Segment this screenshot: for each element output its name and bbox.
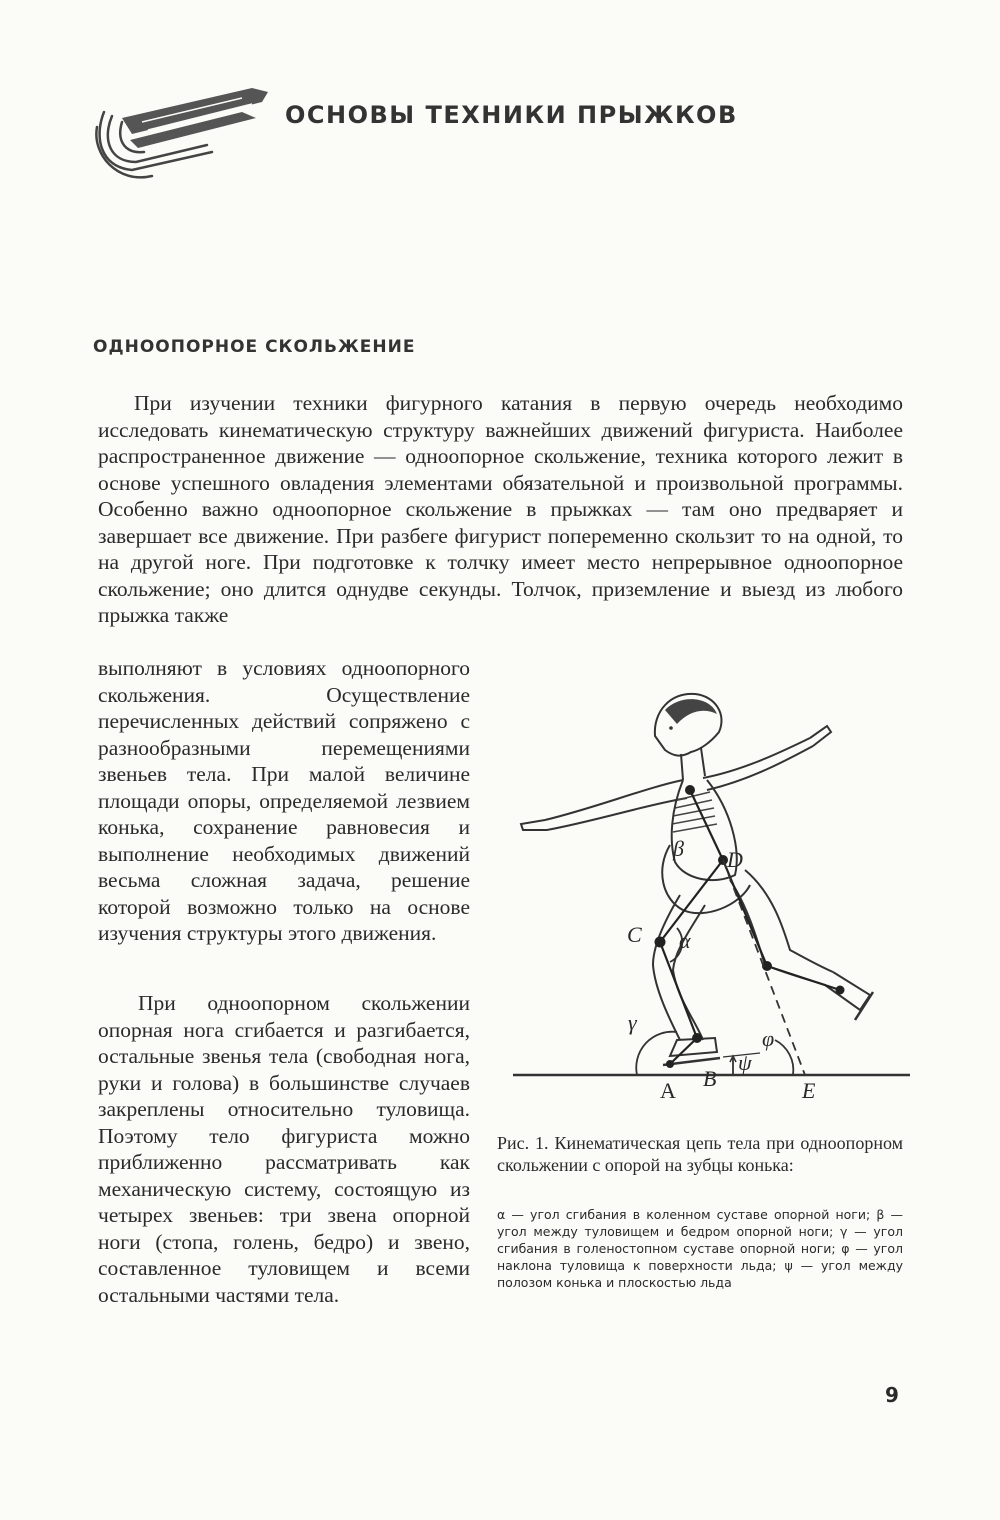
beta-label: β	[673, 836, 684, 861]
paragraph-1-full: При изучении техники фигурного катания в первую очередь необходимо исследовать кинематическую структуру важнейших движений фигуриста. Наиболее распространенное движение — одноопорное скольжение, техника которого лежит в основе успешного овладения элементами обязательной и произвольной программы. Особенно важно одноопорное скольжение в прыжках — там оно предваряет и завершает все движение. При разбеге фигурист попеременно скользит то на одной, то на другой ноге. При подготовке к толчку имеет место непрерывное одноопорное скольжение; оно длится однудве секунды. Толчок, приземление и выезд из любого прыжка также	[98, 391, 903, 627]
point-e-label: E	[802, 1078, 816, 1100]
point-d-label: D	[727, 847, 743, 872]
gamma-label: γ	[628, 1010, 637, 1035]
phi-label: φ	[762, 1026, 775, 1051]
paragraph-1-continued: выполняют в условиях одноопорного скольжения. Осуществление перечисленных действий сопряжено с разнообразными перемещениями звеньев тела. При малой величине площади опоры, определяемой лезвием конька, сохранение равновесия и выполнение необходимых движений весьма сложная задача, решение которой возможно только на основе изучения структуры этого движения.	[98, 656, 470, 945]
psi-label: ψ	[738, 1050, 752, 1075]
chapter-title: ОСНОВЫ ТЕХНИКИ ПРЫЖКОВ	[285, 101, 738, 129]
point-b-label: B	[703, 1066, 717, 1091]
paragraph-2: При одноопорном скольжении опорная нога сгибается и разгибается, остальные звенья тела (свободная нога, руки и голова) в большинстве случаев закреплены относительно туловища. Поэтому тело фигуриста можно приближенно рассматривать как механическую систему, состоящую из четырех звеньев: три звена опорной ноги (стопа, голень, бедро) и звено, составленное туловищем и всеми остальными частями тела.	[98, 991, 470, 1307]
skate-blade-icon	[92, 82, 272, 192]
figure-caption: Рис. 1. Кинематическая цепь тела при одноопорном скольжении с опорой на зубцы конька:	[497, 1133, 903, 1175]
point-a-label: A	[660, 1078, 676, 1100]
point-c-label: C	[627, 922, 642, 947]
kinematic-chain-figure	[505, 680, 915, 1100]
alpha-label: α	[679, 928, 691, 953]
section-title: ОДНООПОРНОЕ СКОЛЬЖЕНИЕ	[93, 337, 416, 357]
page-number: 9	[885, 1383, 899, 1407]
figure-legend: α — угол сгибания в коленном суставе опорной ноги; β — угол между туловищем и бедром опорной ноги; γ — угол сгибания в голеностопном суставе опорной ноги; φ — угол наклона туловища к поверхности льда; ψ — угол между полозом конька и плоскостью льда	[497, 1207, 903, 1290]
